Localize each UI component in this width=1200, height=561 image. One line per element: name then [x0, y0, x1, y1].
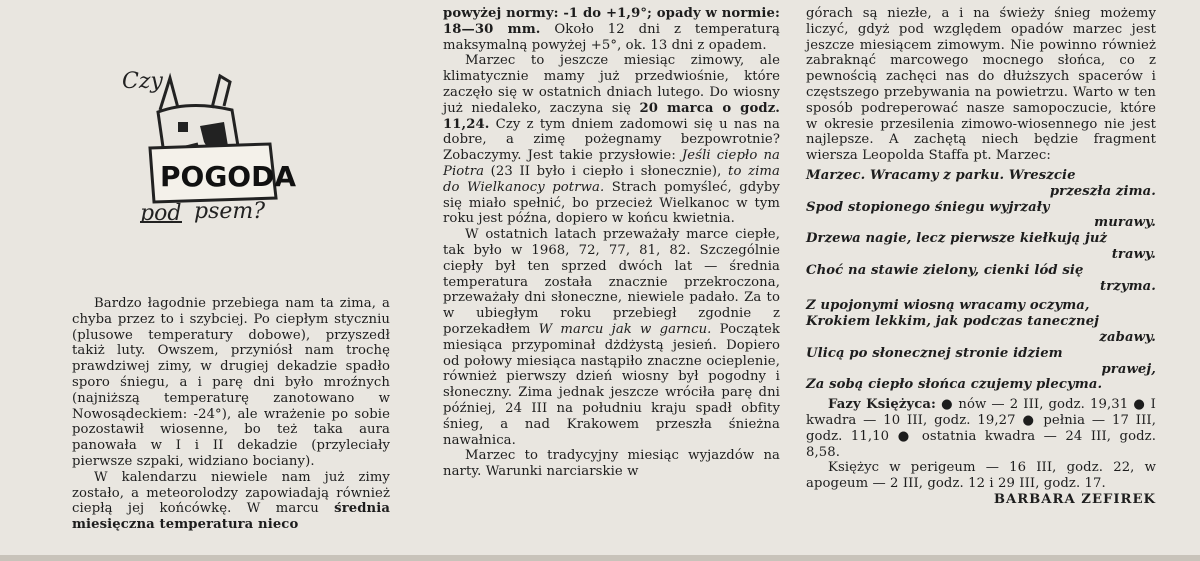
logo-word-pogoda: POGODA [160, 160, 297, 193]
italic-proverb: W marcu jak w garncu. [538, 321, 712, 337]
logo-word-pod: pod [140, 201, 182, 223]
poem-line: trzyma. [1100, 278, 1156, 294]
paragraph: Fazy Księżyca: ● nów — 2 III, godz. 19,31 ● I kwadra — 10 III, godz. 19,27 ● pełnia — 17 III, godz. 11,10 ● ostatnia kwadra — 24 III, godz. 8,58. [806, 397, 1156, 460]
logo-word-psem: psem? [194, 199, 266, 223]
bold-text: średnia miesięczna temperatura nieco [72, 501, 390, 533]
poem-line: Drzewa nagie, lecz pierwsze kiełkują już [806, 231, 1108, 247]
logo-word-czy: Czy [122, 69, 163, 94]
bold-text: powyżej normy: -1 do +1,9°; opady w normie: 18—30 mm. [443, 6, 780, 37]
dog-weather-drawing [120, 48, 300, 223]
paragraph: W ostatnich latach przeważały marce ciepłe, tak było w 1968, 72, 77, 81, 82. Szczególnie ciepły był ten sprzed dwóch lat — średnia temperatura została znacznie przekroczona, przeważały dni słoneczne, niewiele padało. Za to w ubiegłym roku przebiegł zgodnie z porzekadłem W marcu jak w garncu. Początek miesiąca przypominał dżdżystą jesień. Dopiero od połowy miesiąca nastąpiło znaczne ocieplenie, również pierwszy dzień wiosny był pogodny i słoneczny. Zima jednak jeszcze wróciła parę dni później, 24 III na południu kraju spadł obfity śnieg, a nad Krakowem przeszła śnieżna nawałnica. [443, 227, 781, 448]
poem-line: murawy. [1094, 215, 1156, 231]
paragraph: Bardzo łagodnie przebiega nam ta zima, a chyba przez to i szybciej. Po ciepłym styczniu (plusowe temperatury dobowe), przyszedł takiż luty. Owszem, przyniósł nam trochę prawdziwej zimy, w drugiej dekadzie spadło sporo śniegu, a i parę dni było mroźnych (najniższą temperaturę zanotowano w Nowosądeckiem: -24°), ale wrażenie po sobie pozostawił wiosenne, bo też taka aura panowała w I i II dekadzie (przyleciały pierwsze szpaki, widziano bociany). [72, 296, 390, 469]
paragraph: Marzec to jeszcze miesiąc zimowy, ale klimatycznie mamy już przedwiośnie, które zaczęło się w ostatnich dniach lutego. Do wiosny już niedaleko, zaczyna się 20 marca o godz. 11,24. Czy z tym dniem zadomowi się u nas na dobre, a zimę pożegnamy bezpowrotnie? Zobaczymy. Jest takie przysłowie: Jeśli ciepło na Piotra (23 II było i ciepło i słonecznie), to zima do Wielkanocy potrwa. Strach pomyśleć, gdyby się miało spełnić, bo przecież Wielkanoc w tym roku jest późna, dopiero w końcu kwietnia. [443, 53, 780, 227]
poem-line: Marzec. Wracamy z parku. Wreszcie [806, 167, 1076, 183]
article-column-1 [72, 296, 390, 533]
poem-fragment [806, 168, 1156, 393]
poem-line: Za sobą ciepło słońca czujemy plecyma. [806, 377, 1103, 393]
paragraph: Księżyc w perigeum — 16 III, godz. 22, w apogeum — 2 III, godz. 12 i 29 III, godz. 17. [806, 460, 1156, 492]
poem-line: trawy. [1111, 246, 1156, 262]
paragraph: powyżej normy: -1 do +1,9°; opady w normie: 18—30 mm. Około 12 dni z temperaturą maksymalną powyżej +5°, ok. 13 dni z opadem. [443, 6, 780, 53]
poem-line: Spod stopionego śniegu wyjrzały [806, 199, 1050, 215]
paragraph: Marzec to tradycyjny miesiąc wyjazdów na narty. Warunki narciarskie w [443, 448, 780, 480]
article-column-2 [443, 6, 780, 480]
poem-line: zabawy. [1099, 329, 1156, 345]
poem-line: Ulicą po słonecznej stronie idziem [806, 345, 1063, 361]
poem-line: Krokiem lekkim, jak podczas tanecznej [806, 314, 1100, 330]
poem-line: prawej, [1101, 361, 1156, 377]
poem-line: przeszła zima. [1049, 183, 1156, 199]
bold-text: Fazy Księżyca: [828, 397, 936, 413]
italic-proverb: to zima do Wielkanocy potrwa. [443, 163, 780, 195]
poem-line: Z upojonymi wiosną wracamy oczyma, [806, 298, 1090, 314]
page-edge [0, 555, 1200, 561]
article-column-3 [806, 6, 1156, 508]
paragraph: górach są niezłe, a i na świeży śnieg możemy liczyć, gdyż pod względem opadów marzec jest jeszcze miesiącem zimowym. Nie powinno również zabraknąć marcowego mocnego słońca, co z pewnością zachęci nas do dłuższych spacerów i częstszego przebywania na powietrzu. Warto w ten sposób podreperować nasze samopoczucie, które w okresie przesilenia zimowo-wiosennego nie jest najlepsze. A zachętą niech będzie fragment wiersza Leopolda Staffa pt. Marzec: [806, 6, 1156, 164]
italic-proverb: Jeśli ciepło na Piotra [443, 148, 780, 179]
poem-line: Choć na stawie zielony, cienki lód się [806, 262, 1084, 278]
paragraph: W kalendarzu niewiele nam już zimy zostało, a meteorolodzy zapowiadają również ciepłą jej końcówkę. W marcu średnia miesięczna temperatura nieco [72, 469, 390, 533]
pogoda-logo-illustration [120, 48, 300, 223]
author-signature: BARBARA ZEFIREK [993, 491, 1156, 507]
bold-text: 20 marca o godz. 11,24. [443, 100, 780, 132]
